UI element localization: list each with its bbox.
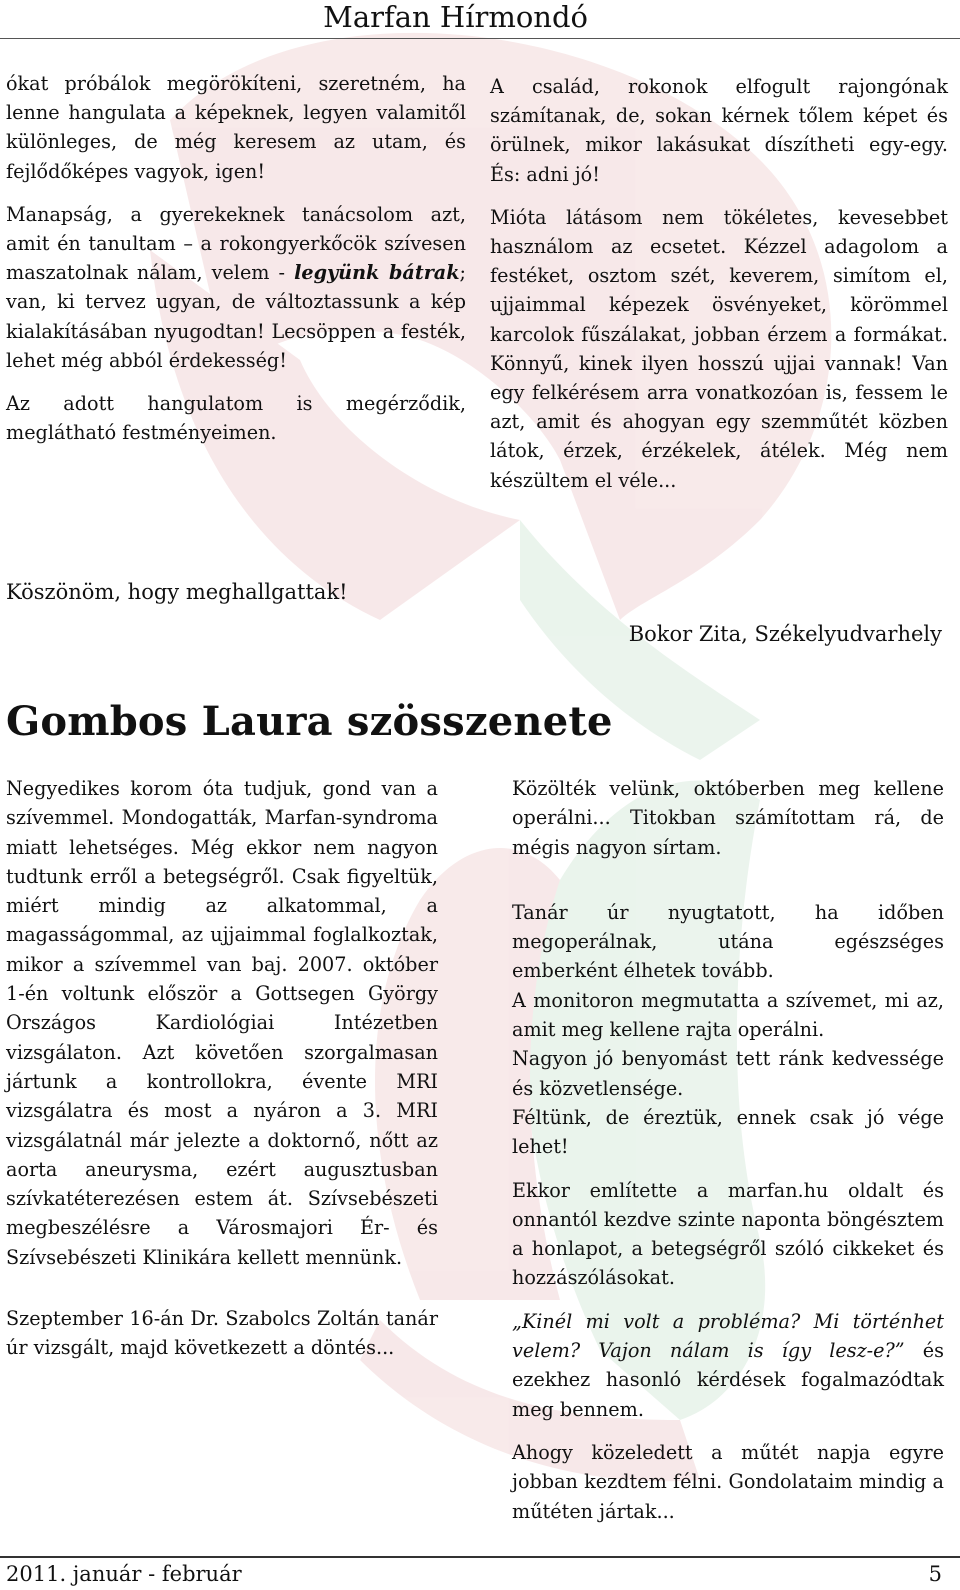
paragraph: Az adott hangulatom is megérződik, meglátható festményeimen. [6,392,466,445]
closing-thanks: Köszönöm, hogy meghallgattak! [6,580,348,604]
page-number: 5 [928,1562,942,1586]
paragraph: A monitoron megmutatta a szívemet, mi az, amit meg kellene rajta operálni. [512,988,944,1042]
paragraph: Ekkor említette a marfan.hu oldalt és onnantól kezdve szinte naponta böngésztem a honlapot, a betegségről szóló cikkeket és hozzászólásokat. [512,1178,944,1290]
paragraph: Tanár úr nyugtatott, ha időben megoperálnak, utána egészséges emberként élhetek tovább. [512,900,944,983]
top-left-column [6,69,466,461]
bottom-right-column [512,774,944,1540]
paragraph: Mióta látásom nem tökéletes, kevesebbet használom az ecsetet. Kézzel adagolom a festéket, osztom szét, keverem, simítom el, ujjaimmal képezek ösvényeket, körömmel karcolok fűszálakat, jobban érzem a formákat. Könnyű, kinek ilyen hosszú ujjai vannak! Van egy felkérésem arra vonatkozóan is, fessem le azt, amit és ahogyan egy szemműtét közben látok, érzek, érzékelek, átélek. Még nem készültem el véle... [490,205,948,492]
author-signature: Bokor Zita, Székelyudvarhely [628,622,942,646]
paragraph: Nagyon jó benyomást tett ránk kedvessége és közvetlensége. [512,1047,944,1100]
emphasis: legyünk bátrak [294,261,460,285]
paragraph: Közölték velünk, októberben meg kellene operálni... Titokban számítottam rá, de mégis nagyon sírtam. [512,777,944,859]
paragraph: Féltünk, de éreztük, ennek csak jó vége lehet! [512,1105,944,1159]
bottom-left-column [6,774,438,1377]
text-run: és ezekhez hasonló kérdések fogalmazódtak meg bennem. [512,1339,944,1421]
emphasis: „Kinél mi volt a probléma? Mi történhet velem? Vajon nálam is így lesz-e?” [512,1309,944,1363]
paragraph: Negyedikes korom óta tudjuk, gond van a szívemmel. Mondogatták, Marfan-syndroma miatt lehetséges. Még ekkor nem nagyon tudtunk erről a betegségről. Csak figyeltük, miért mindig az alkatommal, a magasságommal, az ujjaimmal foglalkoztak, mikor a szívemmel van baj. 2007. október 1-én voltunk először a Gottsegen György Országos Kardiológiai Intézetben vizsgálaton. Azt követően szorgalmasan jártunk a kontrollokra, évente MRI vizsgálatra és most a nyáron a 3. MRI vizsgálatnál már jelezte a doktornő, nőtt az aorta aneurysma, ezért augusztusban szívkatéterezésen estem át. Szívsebészeti megbeszélésre a Városmajori Ér- és Szívsebészeti Klinikára kellett mennünk. [6,777,438,1269]
top-right-column [490,72,948,509]
page-footer [0,1556,960,1590]
paragraph [512,1307,944,1424]
page-header [0,0,960,39]
article-title: Gombos Laura szösszenete [6,698,613,745]
paragraph: Ahogy közeledett a műtét napja egyre jobban kezdtem félni. Gondolataim mindig a műtéten jártak... [512,1440,944,1523]
paragraph [6,200,466,375]
text-run: ; van, ki tervez ugyan, de változtassunk a kép kialakításában nyugodtan! Lecsöppen a festék, lehet még abból érdekesség! [6,261,466,372]
text-run: Manapság, a gyerekeknek tanácsolom azt, amit én tanultam – a rokongyerkőcök szívesen maszatolnak nálam, velem - [6,202,466,285]
publication-title: Marfan Hírmondó [323,0,588,34]
paragraph: ókat próbálok megörökíteni, szeretném, ha lenne hangulata a képeknek, legyen valamitől különleges, de még keresem az utam, és fejlődőképes vagyok, igen! [6,72,466,183]
paragraph: A család, rokonok elfogult rajongónak számítanak, de, sokan kérnek tőlem képet és örülnek, mikor lakásukat díszítheti egy-egy. És: adni jó! [490,75,948,186]
issue-date: 2011. január - február [6,1562,242,1586]
paragraph: Szeptember 16-án Dr. Szabolcs Zoltán tanár úr vizsgált, majd következett a döntés... [6,1307,438,1360]
